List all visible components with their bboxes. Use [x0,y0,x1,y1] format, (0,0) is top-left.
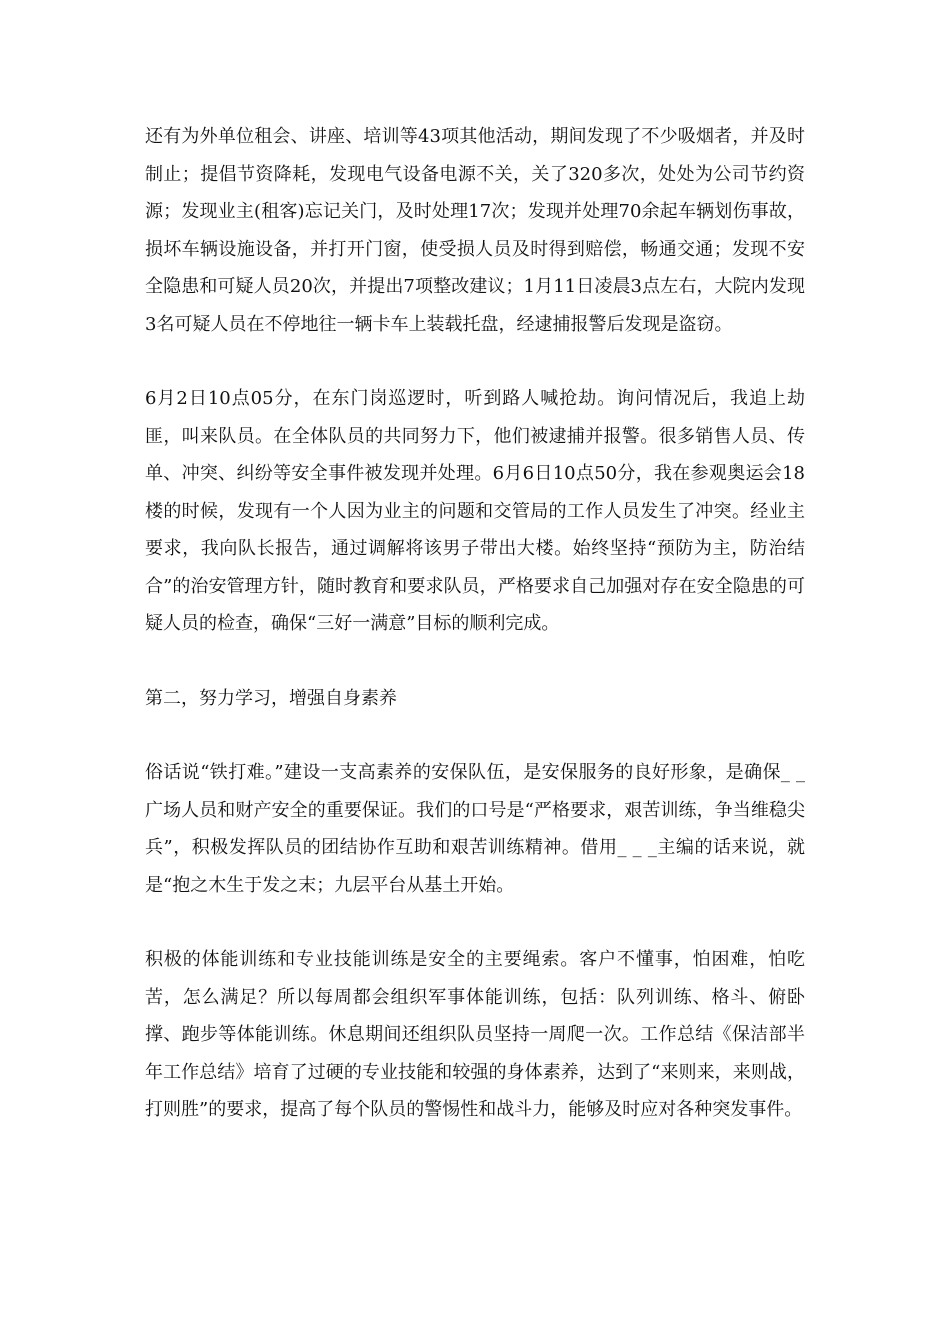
paragraph-team-building: 俗话说“铁打难。”建设一支高素养的安保队伍，是安保服务的良好形象，是确保_ _广场人员和财产安全的重要保证。我们的口号是“严格要求，艰苦训练，争当维稳尖兵”，积极发挥队员的团结协作互助和艰苦训练精神。借用_ _ _主编的话来说，就是“抱之木生于发之末；九层平台从基土开始。 [145,762,805,896]
paragraph-activities: 还有为外单位租会、讲座、培训等43项其他活动，期间发现了不少吸烟者，并及时制止；提倡节资降耗，发现电气设备电源不关，关了320多次，处处为公司节约资源；发现业主(租客)忘记关门，及时处理17次；发现并处理70余起车辆划伤事故，损坏车辆设施设备，并打开门窗，使受损人员及时得到赔偿，畅通交通；发现不安全隐患和可疑人员20次，并提出7项整改建议；1月11日凌晨3点左右，大院内发现3名可疑人员在不停地往一辆卡车上装载托盘，经逮捕报警后发现是盗窃。 [145,126,805,335]
paragraph-training: 积极的体能训练和专业技能训练是安全的主要绳索。客户不懂事，怕困难，怕吃苦，怎么满足？所以每周都会组织军事体能训练，包括：队列训练、格斗、俯卧撑、跑步等体能训练。休息期间还组织队员坚持一周爬一次。工作总结《保洁部半年工作总结》培育了过硬的专业技能和较强的身体素养，达到了“来则来，来则战，打则胜”的要求，提高了每个队员的警惕性和战斗力，能够及时应对各种突发事件。 [145,949,805,1120]
section-heading-study: 第二，努力学习，增强自身素养 [145,687,397,709]
document-body [145,118,805,1166]
paragraph-patrol-incidents: 6月2日10点05分，在东门岗巡逻时，听到路人喊抢劫。询问情况后，我追上劫匪，叫来队员。在全体队员的共同努力下，他们被逮捕并报警。很多销售人员、传单、冲突、纠纷等安全事件被发现并处理。6月6日10点50分，我在参观奥运会18楼的时候，发现有一个人因为业主的问题和交管局的工作人员发生了冲突。经业主要求，我向队长报告，通过调解将该男子带出大楼。始终坚持“预防为主，防治结合”的治安管理方针，随时教育和要求队员，严格要求自己加强对存在安全隐患的可疑人员的检查，确保“三好一满意”目标的顺利完成。 [145,388,805,634]
